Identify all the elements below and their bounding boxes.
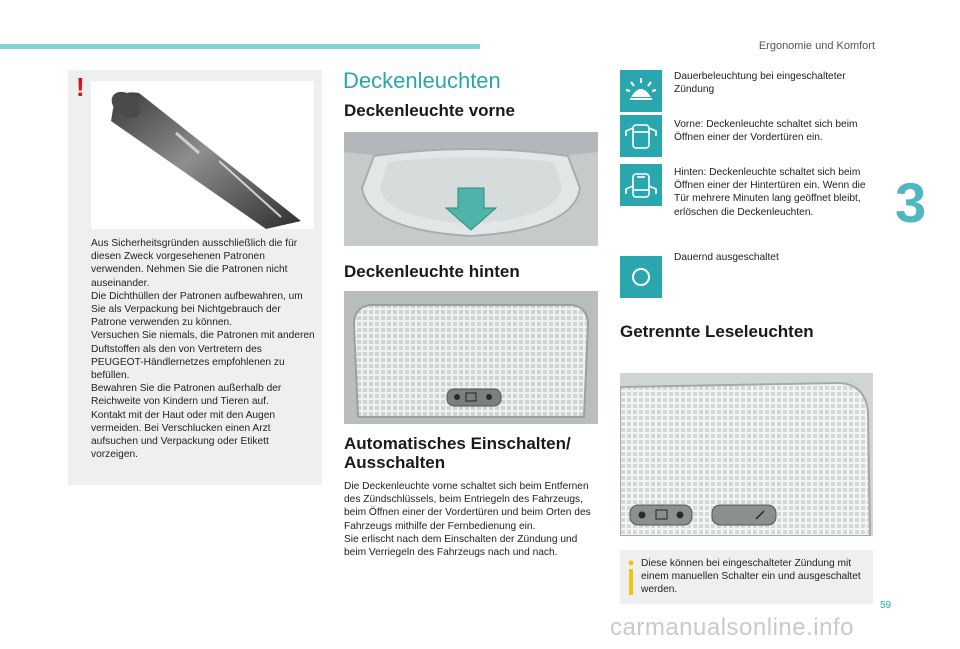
reading-lights-illustration <box>620 373 873 536</box>
auto-switch-heading: Automatisches Einschalten/ Ausschalten <box>344 434 571 472</box>
info-text: Diese können bei eingeschalteter Zündung mit einem manuellen Schalter ein und ausgeschaltet werden. <box>641 558 861 596</box>
mode-text: Hinten: Deckenleuchte schaltet sich beim Öffnen einer der Hintertüren ein. Wenn die Tür mehrere Minuten lang geöffnet bleibt, erlöschen die Deckenleuchten. <box>674 167 866 218</box>
auto-paragraph: Die Deckenleuchte vorne schaltet sich beim Entfernen des Zündschlüssels, beim Entriegeln des Fahrzeugs, beim Öffnen einer der Vordertüren und beim Orten des Fahrzeugs mithilfe der Fernbedienung ein. <box>344 481 591 532</box>
rear-light-heading: Deckenleuchte hinten <box>344 262 520 281</box>
watermark: carmanualsonline.info <box>610 614 854 641</box>
info-icon <box>628 557 634 597</box>
section-title: Ergonomie und Komfort <box>758 40 875 52</box>
cartridge-illustration <box>91 81 314 229</box>
mode-text: Vorne: Deckenleuchte schaltet sich beim Öffnen einer der Vordertüren ein. <box>674 119 858 144</box>
warning-paragraph: Aus Sicherheitsgründen ausschließlich die für diesen Zweck vorgesehenen Patronen verwenden. Nehmen Sie die Patronen nicht auseinander. <box>91 238 298 289</box>
header-bar <box>0 44 480 49</box>
auto-switch-text <box>344 480 602 559</box>
front-light-heading: Deckenleuchte vorne <box>344 101 516 120</box>
car-front-doors-icon <box>620 115 662 157</box>
mode-text: Dauernd ausgeschaltet <box>674 252 779 263</box>
rear-light-illustration <box>344 291 598 424</box>
warning-paragraph: Die Dichthüllen der Patronen aufbewahren, um Sie als Verpackung bei Nichtgebrauch der Patrone verwenden zu können. <box>91 290 303 329</box>
mode-text: Dauerbeleuchtung bei eingeschalteter Zündung <box>674 71 846 96</box>
warning-paragraph: Bewahren Sie die Patronen außerhalb der Reichweite von Kindern und Tieren auf. <box>91 383 282 408</box>
reading-lights-heading: Getrennte Leseleuchten <box>620 322 814 341</box>
lamp-on-icon <box>620 70 662 112</box>
off-circle-icon <box>620 256 662 298</box>
car-rear-doors-icon <box>620 164 662 206</box>
front-light-illustration <box>344 132 598 246</box>
warning-text <box>91 237 316 461</box>
warning-paragraph: Kontakt mit der Haut oder mit den Augen vermeiden. Bei Verschlucken einen Arzt aufsuchen und Verpackung oder Etikett vorzeigen. <box>91 409 276 461</box>
page-number: 59 <box>880 600 892 611</box>
page-title: Deckenleuchten <box>343 68 501 93</box>
warning-icon: ! <box>76 72 85 102</box>
chapter-number: 3 <box>895 171 927 234</box>
auto-paragraph: Sie erlischt nach dem Einschalten der Zündung und beim Verriegeln des Fahrzeugs nach und nach. <box>344 533 578 559</box>
warning-paragraph: Versuchen Sie niemals, die Patronen mit anderen Duftstoffen als den von Vertretern des PEUGEOT-Händlernetzes empfohlenen zu befüllen. <box>91 330 315 382</box>
